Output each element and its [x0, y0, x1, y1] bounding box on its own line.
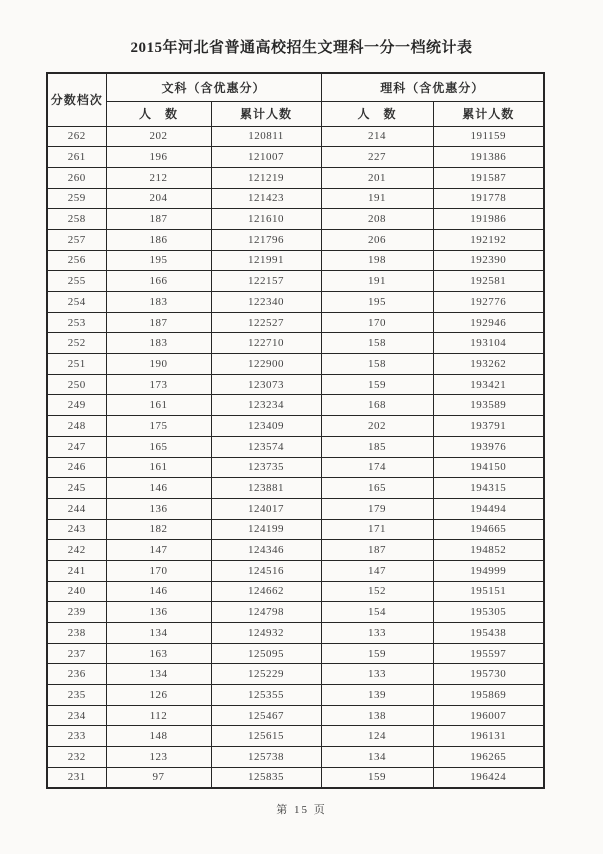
header-score-level: 分数档次: [47, 73, 106, 126]
liberal-arts-count-cell: 134: [106, 623, 211, 644]
science-cumulative-cell: 194150: [433, 457, 544, 478]
liberal-arts-cumulative-cell: 125615: [211, 726, 321, 747]
score-cell: 240: [47, 581, 106, 602]
score-cell: 237: [47, 643, 106, 664]
science-cumulative-cell: 196131: [433, 726, 544, 747]
score-cell: 238: [47, 623, 106, 644]
science-count-cell: 206: [321, 229, 433, 250]
science-cumulative-cell: 193421: [433, 374, 544, 395]
score-cell: 235: [47, 685, 106, 706]
science-cumulative-cell: 192390: [433, 250, 544, 271]
science-cumulative-cell: 194852: [433, 540, 544, 561]
page-number: 第 15 页: [276, 804, 327, 816]
header-liberal-arts-count: 人 数: [106, 101, 211, 126]
science-count-cell: 159: [321, 767, 433, 788]
science-cumulative-cell: 194999: [433, 560, 544, 581]
science-cumulative-cell: 195597: [433, 643, 544, 664]
science-count-cell: 208: [321, 209, 433, 230]
score-cell: 232: [47, 747, 106, 768]
score-cell: 251: [47, 354, 106, 375]
score-cell: 246: [47, 457, 106, 478]
liberal-arts-count-cell: 146: [106, 478, 211, 499]
score-cell: 241: [47, 560, 106, 581]
science-cumulative-cell: 191386: [433, 147, 544, 168]
document-title: 2015年河北省普通高校招生文理科一分一档统计表: [130, 40, 473, 56]
science-cumulative-cell: 192581: [433, 271, 544, 292]
science-count-cell: 147: [321, 560, 433, 581]
liberal-arts-cumulative-cell: 122157: [211, 271, 321, 292]
liberal-arts-cumulative-cell: 123234: [211, 395, 321, 416]
science-count-cell: 201: [321, 167, 433, 188]
liberal-arts-cumulative-cell: 123735: [211, 457, 321, 478]
liberal-arts-cumulative-cell: 124346: [211, 540, 321, 561]
score-cell: 244: [47, 498, 106, 519]
liberal-arts-count-cell: 182: [106, 519, 211, 540]
liberal-arts-cumulative-cell: 125095: [211, 643, 321, 664]
header-science: 理科（含优惠分）: [321, 73, 544, 101]
liberal-arts-cumulative-cell: 122527: [211, 312, 321, 333]
table-row: [47, 374, 544, 395]
liberal-arts-cumulative-cell: 125467: [211, 705, 321, 726]
science-count-cell: 133: [321, 664, 433, 685]
liberal-arts-cumulative-cell: 125229: [211, 664, 321, 685]
liberal-arts-cumulative-cell: 123574: [211, 436, 321, 457]
science-count-cell: 133: [321, 623, 433, 644]
liberal-arts-count-cell: 187: [106, 312, 211, 333]
table-row: [47, 685, 544, 706]
score-cell: 250: [47, 374, 106, 395]
liberal-arts-count-cell: 187: [106, 209, 211, 230]
science-cumulative-cell: 196424: [433, 767, 544, 788]
liberal-arts-count-cell: 97: [106, 767, 211, 788]
science-count-cell: 191: [321, 188, 433, 209]
science-cumulative-cell: 193589: [433, 395, 544, 416]
liberal-arts-count-cell: 134: [106, 664, 211, 685]
science-cumulative-cell: 192946: [433, 312, 544, 333]
liberal-arts-cumulative-cell: 125738: [211, 747, 321, 768]
score-cell: 262: [47, 126, 106, 147]
liberal-arts-count-cell: 136: [106, 602, 211, 623]
score-cell: 249: [47, 395, 106, 416]
liberal-arts-cumulative-cell: 123881: [211, 478, 321, 499]
liberal-arts-cumulative-cell: 120811: [211, 126, 321, 147]
liberal-arts-count-cell: 112: [106, 705, 211, 726]
liberal-arts-cumulative-cell: 124199: [211, 519, 321, 540]
science-count-cell: 195: [321, 292, 433, 313]
science-count-cell: 124: [321, 726, 433, 747]
science-count-cell: 134: [321, 747, 433, 768]
liberal-arts-cumulative-cell: 121423: [211, 188, 321, 209]
science-cumulative-cell: 195869: [433, 685, 544, 706]
science-count-cell: 227: [321, 147, 433, 168]
science-cumulative-cell: 193262: [433, 354, 544, 375]
science-cumulative-cell: 194315: [433, 478, 544, 499]
science-cumulative-cell: 192776: [433, 292, 544, 313]
liberal-arts-count-cell: 136: [106, 498, 211, 519]
table-row: [47, 498, 544, 519]
liberal-arts-cumulative-cell: 125355: [211, 685, 321, 706]
liberal-arts-cumulative-cell: 121219: [211, 167, 321, 188]
liberal-arts-cumulative-cell: 121796: [211, 229, 321, 250]
liberal-arts-count-cell: 166: [106, 271, 211, 292]
table-row: [47, 229, 544, 250]
liberal-arts-count-cell: 146: [106, 581, 211, 602]
science-cumulative-cell: 191778: [433, 188, 544, 209]
science-count-cell: 154: [321, 602, 433, 623]
science-cumulative-cell: 193791: [433, 416, 544, 437]
table-row: [47, 623, 544, 644]
header-liberal-arts: 文科（含优惠分）: [106, 73, 321, 101]
liberal-arts-count-cell: 202: [106, 126, 211, 147]
table-body: [47, 126, 544, 788]
score-cell: 256: [47, 250, 106, 271]
science-cumulative-cell: 191986: [433, 209, 544, 230]
science-count-cell: 159: [321, 374, 433, 395]
table-row: [47, 354, 544, 375]
score-cell: 245: [47, 478, 106, 499]
liberal-arts-cumulative-cell: 122340: [211, 292, 321, 313]
liberal-arts-count-cell: 123: [106, 747, 211, 768]
table-row: [47, 664, 544, 685]
table-row: [47, 209, 544, 230]
science-count-cell: 191: [321, 271, 433, 292]
table-row: [47, 126, 544, 147]
liberal-arts-cumulative-cell: 121007: [211, 147, 321, 168]
score-cell: 239: [47, 602, 106, 623]
table-row: [47, 581, 544, 602]
score-cell: 243: [47, 519, 106, 540]
score-cell: 260: [47, 167, 106, 188]
science-cumulative-cell: 193976: [433, 436, 544, 457]
liberal-arts-count-cell: 147: [106, 540, 211, 561]
liberal-arts-count-cell: 165: [106, 436, 211, 457]
liberal-arts-count-cell: 175: [106, 416, 211, 437]
liberal-arts-count-cell: 183: [106, 333, 211, 354]
score-cell: 242: [47, 540, 106, 561]
liberal-arts-cumulative-cell: 125835: [211, 767, 321, 788]
science-count-cell: 214: [321, 126, 433, 147]
score-distribution-table: [46, 72, 545, 789]
table-row: [47, 726, 544, 747]
table-row: [47, 747, 544, 768]
liberal-arts-count-cell: 161: [106, 457, 211, 478]
science-count-cell: 171: [321, 519, 433, 540]
science-cumulative-cell: 194494: [433, 498, 544, 519]
table-row: [47, 560, 544, 581]
liberal-arts-cumulative-cell: 123073: [211, 374, 321, 395]
table-row: [47, 167, 544, 188]
liberal-arts-cumulative-cell: 122900: [211, 354, 321, 375]
liberal-arts-cumulative-cell: 124798: [211, 602, 321, 623]
liberal-arts-count-cell: 163: [106, 643, 211, 664]
table-row: [47, 436, 544, 457]
table-row: [47, 457, 544, 478]
table-row: [47, 188, 544, 209]
science-count-cell: 165: [321, 478, 433, 499]
liberal-arts-count-cell: 204: [106, 188, 211, 209]
liberal-arts-count-cell: 148: [106, 726, 211, 747]
liberal-arts-count-cell: 190: [106, 354, 211, 375]
table-row: [47, 416, 544, 437]
liberal-arts-count-cell: 196: [106, 147, 211, 168]
liberal-arts-cumulative-cell: 123409: [211, 416, 321, 437]
table-row: [47, 478, 544, 499]
science-cumulative-cell: 191159: [433, 126, 544, 147]
liberal-arts-count-cell: 170: [106, 560, 211, 581]
liberal-arts-count-cell: 186: [106, 229, 211, 250]
table-row: [47, 250, 544, 271]
liberal-arts-cumulative-cell: 124932: [211, 623, 321, 644]
score-cell: 234: [47, 705, 106, 726]
score-cell: 252: [47, 333, 106, 354]
science-count-cell: 198: [321, 250, 433, 271]
liberal-arts-count-cell: 212: [106, 167, 211, 188]
score-cell: 253: [47, 312, 106, 333]
score-cell: 247: [47, 436, 106, 457]
science-cumulative-cell: 195151: [433, 581, 544, 602]
liberal-arts-count-cell: 183: [106, 292, 211, 313]
score-cell: 258: [47, 209, 106, 230]
science-count-cell: 139: [321, 685, 433, 706]
header-liberal-arts-cumulative: 累计人数: [211, 101, 321, 126]
science-count-cell: 179: [321, 498, 433, 519]
science-cumulative-cell: 195730: [433, 664, 544, 685]
science-cumulative-cell: 191587: [433, 167, 544, 188]
score-cell: 257: [47, 229, 106, 250]
score-cell: 236: [47, 664, 106, 685]
science-count-cell: 159: [321, 643, 433, 664]
header-science-cumulative: 累计人数: [433, 101, 544, 126]
science-cumulative-cell: 196265: [433, 747, 544, 768]
table-row: [47, 395, 544, 416]
science-count-cell: 152: [321, 581, 433, 602]
science-cumulative-cell: 193104: [433, 333, 544, 354]
table-row: [47, 540, 544, 561]
table-row: [47, 312, 544, 333]
liberal-arts-cumulative-cell: 124662: [211, 581, 321, 602]
score-cell: 254: [47, 292, 106, 313]
science-count-cell: 168: [321, 395, 433, 416]
science-count-cell: 202: [321, 416, 433, 437]
science-cumulative-cell: 195438: [433, 623, 544, 644]
score-cell: 231: [47, 767, 106, 788]
score-cell: 233: [47, 726, 106, 747]
table-row: [47, 602, 544, 623]
liberal-arts-cumulative-cell: 121610: [211, 209, 321, 230]
science-cumulative-cell: 195305: [433, 602, 544, 623]
liberal-arts-cumulative-cell: 124516: [211, 560, 321, 581]
science-count-cell: 170: [321, 312, 433, 333]
science-count-cell: 158: [321, 354, 433, 375]
science-cumulative-cell: 196007: [433, 705, 544, 726]
science-count-cell: 187: [321, 540, 433, 561]
liberal-arts-cumulative-cell: 124017: [211, 498, 321, 519]
score-cell: 261: [47, 147, 106, 168]
table-header: [47, 73, 544, 126]
liberal-arts-count-cell: 126: [106, 685, 211, 706]
liberal-arts-count-cell: 173: [106, 374, 211, 395]
table-row: [47, 519, 544, 540]
science-count-cell: 185: [321, 436, 433, 457]
score-cell: 259: [47, 188, 106, 209]
liberal-arts-cumulative-cell: 122710: [211, 333, 321, 354]
liberal-arts-count-cell: 161: [106, 395, 211, 416]
table-row: [47, 333, 544, 354]
score-cell: 248: [47, 416, 106, 437]
table-row: [47, 271, 544, 292]
table-row: [47, 147, 544, 168]
table-row: [47, 705, 544, 726]
liberal-arts-cumulative-cell: 121991: [211, 250, 321, 271]
science-count-cell: 158: [321, 333, 433, 354]
table-row: [47, 767, 544, 788]
science-cumulative-cell: 192192: [433, 229, 544, 250]
table-row: [47, 643, 544, 664]
science-cumulative-cell: 194665: [433, 519, 544, 540]
science-count-cell: 138: [321, 705, 433, 726]
table-row: [47, 292, 544, 313]
header-science-count: 人 数: [321, 101, 433, 126]
science-count-cell: 174: [321, 457, 433, 478]
liberal-arts-count-cell: 195: [106, 250, 211, 271]
score-cell: 255: [47, 271, 106, 292]
